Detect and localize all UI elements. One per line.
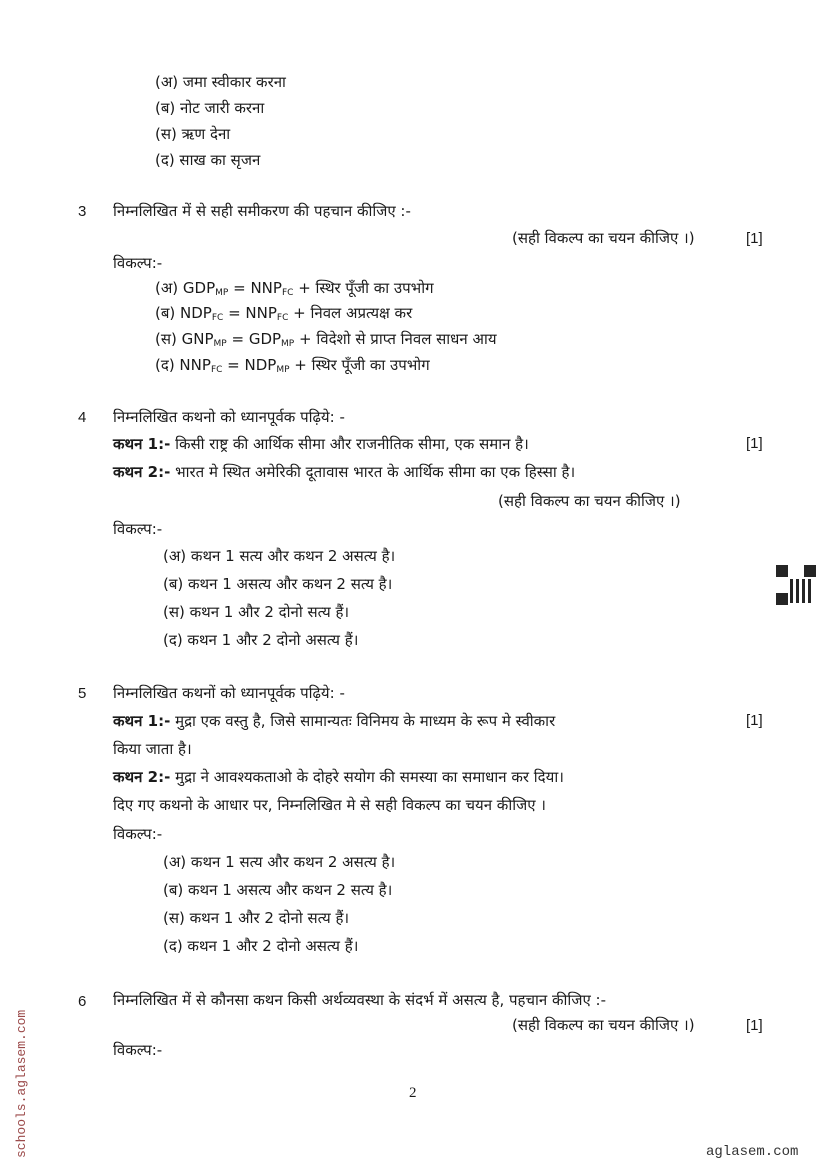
q2-option-a: (अ) जमा स्वीकार करना (155, 73, 286, 91)
marks-label: [1] (746, 712, 763, 729)
statement-1: कथन 1:- किसी राष्ट्र की आर्थिक सीमा और राजनीतिक सीमा, एक समान है। (113, 435, 529, 453)
instruction-text: (सही विकल्प का चयन कीजिए ।) (512, 229, 695, 247)
q3-option-d: (द) $NNP_{FC} = NDP_{MP}$ + स्थिर पूँजी का उपभोग (155, 356, 430, 375)
q3-option-a: (अ) $GDP_{MP} = NNP_{FC}$ + स्थिर पूँजी का उपभोग (155, 279, 434, 298)
q4-option-c: (स) कथन 1 और 2 दोनो सत्य हैं। (163, 603, 350, 621)
question-text: निम्नलिखित में से कौनसा कथन किसी अर्थव्यवस्था के संदर्भ में असत्य है, पहचान कीजिए :- (113, 991, 606, 1009)
marks-label: [1] (746, 435, 763, 452)
q4-option-d: (द) कथन 1 और 2 दोनो असत्य हैं। (163, 631, 359, 649)
q2-option-c: (स) ऋण देना (155, 125, 231, 143)
qr-code-icon (776, 565, 816, 605)
statement-2: कथन 2:- भारत मे स्थित अमेरिकी दूतावास भारत के आर्थिक सीमा का एक हिस्सा है। (113, 463, 576, 481)
marks-label: [1] (746, 1017, 763, 1034)
question-number: 5 (78, 685, 87, 702)
options-label: विकल्प:- (113, 254, 163, 272)
question-number: 4 (78, 409, 87, 426)
q5-option-a: (अ) कथन 1 सत्य और कथन 2 असत्य है। (163, 853, 396, 871)
question-text: निम्नलिखित कथनों को ध्यानपूर्वक पढ़िये: - (113, 684, 345, 702)
options-label: विकल्प:- (113, 1041, 163, 1059)
options-label: विकल्प:- (113, 520, 163, 538)
question-text: निम्नलिखित में से सही समीकरण की पहचान कीजिए :- (113, 202, 411, 220)
question-text: निम्नलिखित कथनो को ध्यानपूर्वक पढ़िये: - (113, 408, 345, 426)
q4-option-b: (ब) कथन 1 असत्य और कथन 2 सत्य है। (163, 575, 393, 593)
q3-option-c: (स) $GNP_{MP} = GDP_{MP}$ + विदेशो से प्राप्त निवल साधन आय (155, 330, 497, 349)
q5-option-b: (ब) कथन 1 असत्य और कथन 2 सत्य है। (163, 881, 393, 899)
statement-2: कथन 2:- मुद्रा ने आवश्यकताओ के दोहरे सयोग की समस्या का समाधान कर दिया। (113, 768, 564, 786)
instruction-text: (सही विकल्प का चयन कीजिए ।) (498, 492, 681, 510)
instruction-text: (सही विकल्प का चयन कीजिए ।) (512, 1016, 695, 1034)
question-number: 6 (78, 993, 87, 1010)
options-label: विकल्प:- (113, 825, 163, 843)
q2-option-b: (ब) नोट जारी करना (155, 99, 265, 117)
q3-option-b: (ब) $NDP_{FC} = NNP_{FC}$ + निवल अप्रत्यक्ष कर (155, 304, 413, 323)
question-number: 3 (78, 203, 87, 220)
instruction-text: दिए गए कथनो के आधार पर, निम्नलिखित मे से सही विकल्प का चयन कीजिए । (113, 796, 546, 814)
q5-option-c: (स) कथन 1 और 2 दोनो सत्य हैं। (163, 909, 350, 927)
q2-option-d: (द) साख का सृजन (155, 151, 261, 169)
q5-option-d: (द) कथन 1 और 2 दोनो असत्य हैं। (163, 937, 359, 955)
statement-1-continued: किया जाता है। (113, 740, 192, 758)
page-number: 2 (409, 1085, 417, 1101)
statement-1: कथन 1:- मुद्रा एक वस्तु है, जिसे सामान्यतः विनिमय के माध्यम के रूप मे स्वीकार (113, 712, 556, 730)
q4-option-a: (अ) कथन 1 सत्य और कथन 2 असत्य है। (163, 547, 396, 565)
watermark-bottom: aglasem.com (706, 1144, 799, 1160)
marks-label: [1] (746, 230, 763, 247)
watermark-side: schools.aglasem.com (14, 1009, 29, 1158)
